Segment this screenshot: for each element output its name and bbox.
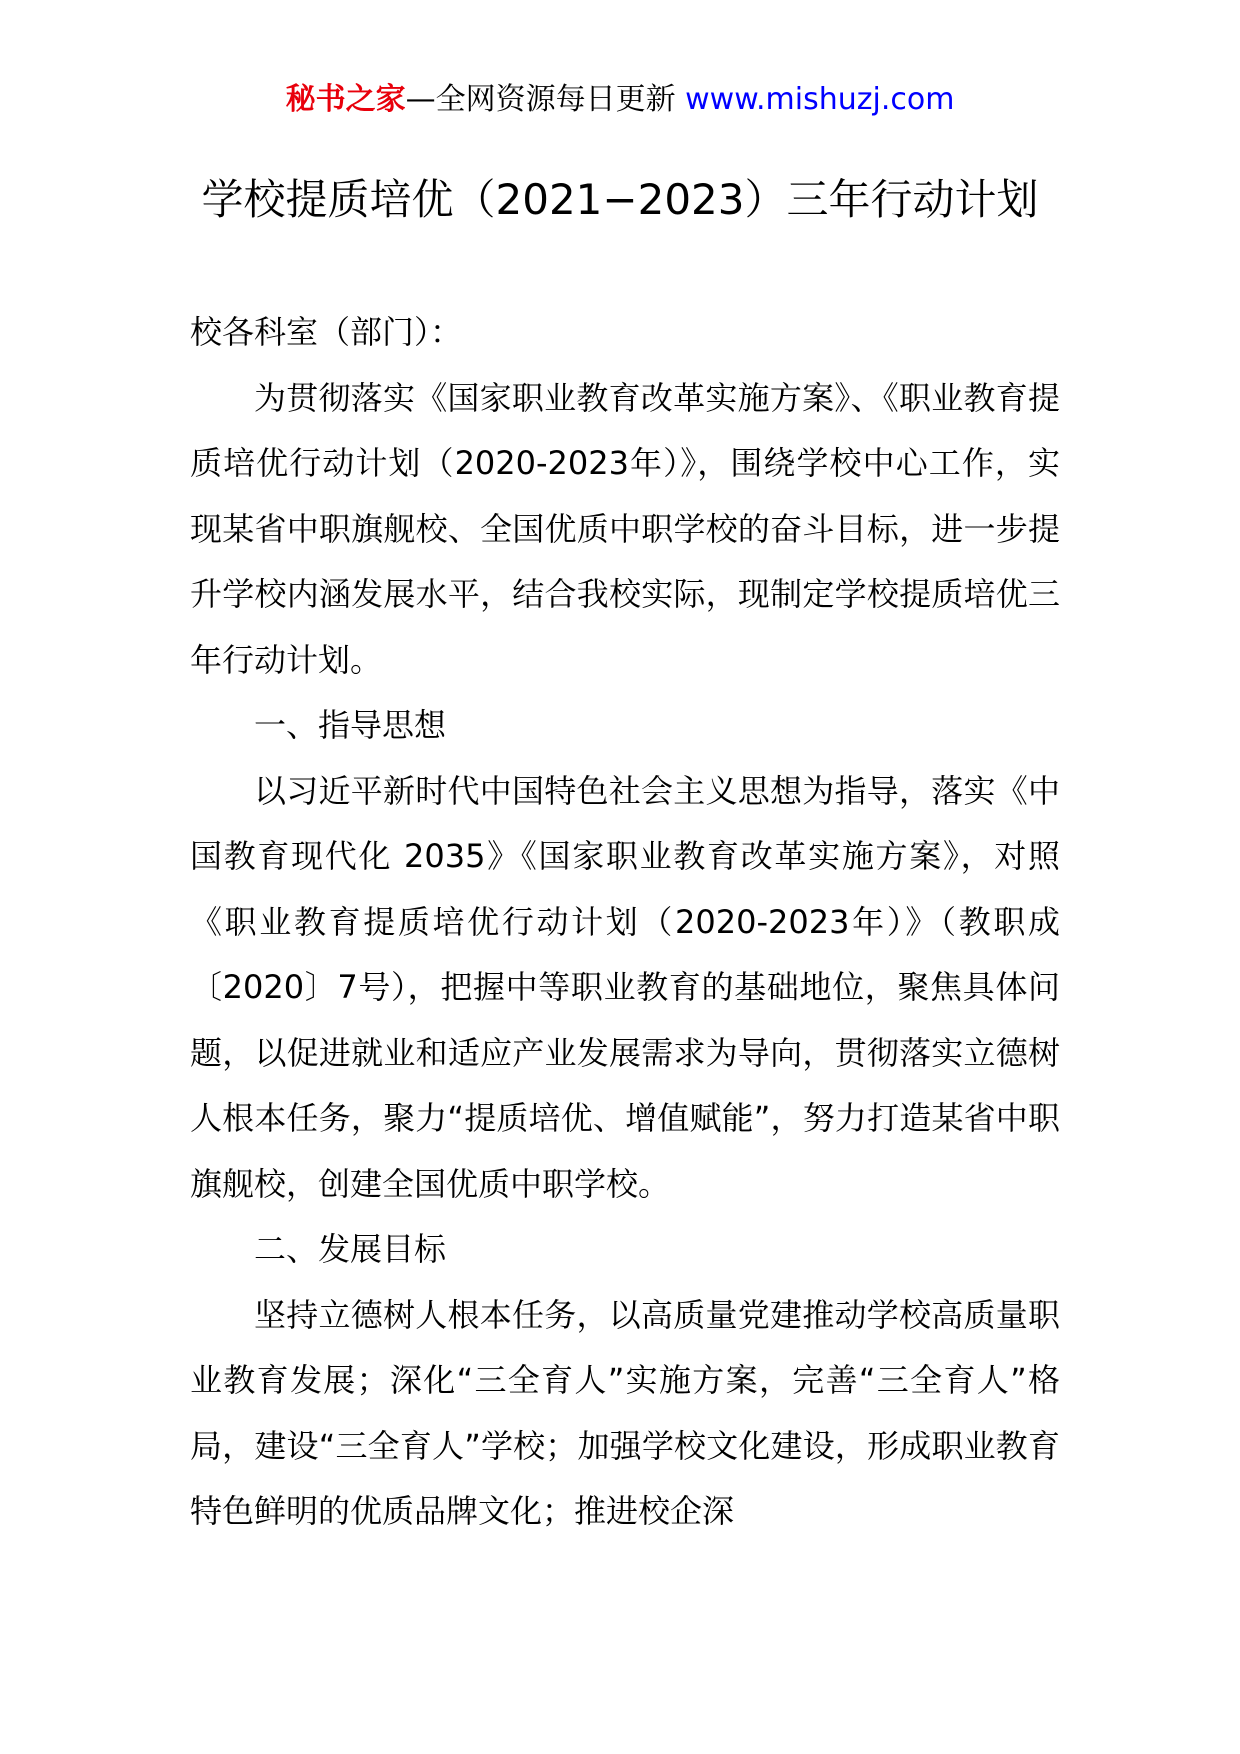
intro-paragraph: 为贯彻落实《国家职业教育改革实施方案》、《职业教育提质培优行动计划（2020-2023年）》，围绕学校中心工作，实现某省中职旗舰校、全国优质中职学校的奋斗目标，进一步提升学校内涵发展水平，结合我校实际，现制定学校提质培优三年行动计划。 bbox=[190, 378, 1060, 679]
section-heading-development-goals: 二、发展目标 bbox=[254, 1230, 447, 1268]
header-slogan: —全网资源每日更新 bbox=[405, 82, 676, 117]
guiding-ideology-paragraph: 以习近平新时代中国特色社会主义思想为指导，落实《中国教育现代化 2035》《国家职业教育改革实施方案》，对照《职业教育提质培优行动计划（2020-2023年）》（教职成〔2020〕7号），把握中等职业教育的基础地位，聚焦具体问题，以促进就业和适应产业发展需求为导向，贯彻落实立德树人根本任务，聚力“提质培优、增值赋能”，努力打造某省中职旗舰校，创建全国优质中职学校。 bbox=[190, 771, 1060, 1203]
development-goals-paragraph: 坚持立德树人根本任务，以高质量党建推动学校高质量职业教育发展；深化“三全育人”实施方案，完善“三全育人”格局，建设“三全育人”学校；加强学校文化建设，形成职业教育特色鲜明的优质品牌文化；推进校企深 bbox=[190, 1295, 1060, 1530]
header-url-link[interactable]: www.mishuzj.com bbox=[685, 82, 955, 117]
document-body bbox=[190, 300, 1060, 1545]
section-heading-guiding-ideology: 一、指导思想 bbox=[254, 706, 447, 744]
site-header bbox=[0, 78, 1240, 122]
brand-name: 秘书之家 bbox=[285, 82, 406, 117]
document-title: 学校提质培优（2021−2023）三年行动计划 bbox=[201, 175, 1039, 224]
salutation: 校各科室（部门）： bbox=[190, 313, 463, 351]
